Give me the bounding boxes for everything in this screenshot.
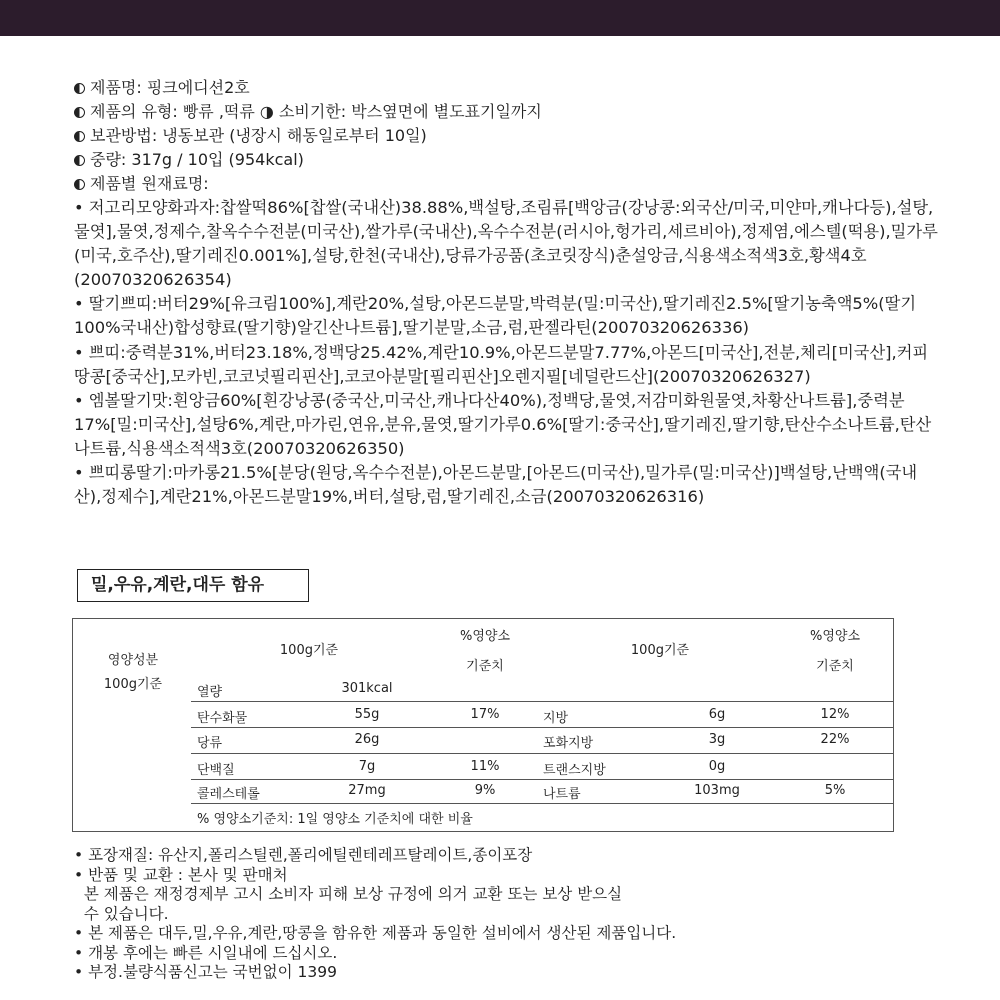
table-divider <box>191 701 893 702</box>
product-info <box>74 76 944 196</box>
nutrient-percent: 9% <box>474 783 496 798</box>
nutrient-name: 지방 <box>543 711 569 726</box>
nutrient-name: 나트륨 <box>543 787 581 802</box>
nutrient-value: 3g <box>708 732 726 747</box>
half-circle-icon <box>74 131 85 142</box>
nutrient-name: 포화지방 <box>543 736 594 751</box>
half-circle-icon <box>74 155 85 166</box>
notes-list <box>74 846 944 983</box>
col-header-pct-left-2: 기준치 <box>466 659 504 674</box>
ingredients-list <box>74 196 940 509</box>
nutrient-value: 6g <box>708 707 726 722</box>
note-line: 수 있습니다. <box>74 904 169 923</box>
nutrition-table <box>72 618 894 832</box>
ingredient-paragraph: • 엠볼딸기맛:흰앙금60%[흰강낭콩(중국산,미국산,캐나다산40%),정백당,물엿,저감미화원물엿,차황산나트륨],중력분17%[밀:미국산],설탕6%,계란,마가린,연유,분유,물엿,딸기가루0.6%[딸기:중국산],딸기레진,딸기향,탄산수소나트륨,탄산나트륨,식용색소적색3호(20070320626350) <box>74 390 932 458</box>
nutrient-name: 콜레스테롤 <box>197 787 260 802</box>
nutrient-value: 0g <box>708 759 726 774</box>
note-line: • 반품 및 교환 : 본사 및 판매처 <box>74 865 288 884</box>
nutrient-percent: 12% <box>820 707 850 722</box>
nutrient-percent: 11% <box>470 759 500 774</box>
nutrition-row-header: 영양성분 <box>107 653 159 668</box>
nutrition-row-header-basis: 100g기준 <box>103 677 163 692</box>
note-line: • 본 제품은 대두,밀,우유,계란,땅콩을 함유한 제품과 동일한 설비에서 생산된 제품입니다. <box>74 924 677 942</box>
nutrient-value: 27mg <box>348 783 386 798</box>
ingredient-paragraph: • 저고리모양화과자:찹쌀떡86%[찹쌀(국내산)38.88%,백설탕,조림류[백앙금(강낭콩:외국산/미국,미얀마,캐나다등),설탕,물엿],물엿,정제수,찰옥수수전분(미국산),쌀가루(국내산),옥수수전분(러시아,헝가리,세르비아),정제염,에스텔(떡용),밀가루(미국,호주산),딸기레진0.001%],설탕,한천(국내산),당류가공품(초코릿장식)춘설앙금,식용색소적색3호,황색4호(20070320626354) <box>74 198 938 290</box>
nutrient-name: 당류 <box>197 736 223 751</box>
col-header-pct-right: %영양소 <box>809 629 861 644</box>
info-line: 제품별 원재료명: <box>74 172 944 196</box>
nutrient-name: 단백질 <box>197 763 235 778</box>
nutrient-percent: 22% <box>820 732 850 747</box>
info-line: 보관방법: 냉동보관 (냉장시 해동일로부터 10일) <box>74 124 944 148</box>
nutrient-value: 7g <box>358 759 376 774</box>
nutrient-name: 트랜스지방 <box>543 763 606 778</box>
note-line: • 포장재질: 유산지,폴리스틸렌,폴리에틸렌테레프탈레이트,종이포장 <box>74 846 533 864</box>
nutrient-value: 26g <box>354 732 380 747</box>
half-circle-icon <box>74 83 85 94</box>
kcal-label: 열량 <box>197 685 223 700</box>
note-line: 본 제품은 재정경제부 고시 소비자 피해 보상 규정에 의거 교환 또는 보상 받으실 <box>74 885 623 903</box>
table-divider <box>191 803 893 804</box>
note-line: • 개봉 후에는 빠른 시일내에 드십시오. <box>74 943 338 962</box>
col-header-per100-right: 100g기준 <box>630 643 690 658</box>
half-circle-icon <box>74 179 85 190</box>
table-divider <box>191 727 893 728</box>
nutrient-value: 55g <box>354 707 380 722</box>
ingredient-paragraph: • 쁘띠롱딸기:마카롱21.5%[분당(원당,옥수수전분),아몬드분말,[아몬드(미국산),밀가루(밀:미국산)]백설탕,난백액(국내산),정제수],계란21%,아몬드분말19%,버터,설탕,럼,딸기레진,소금(20070320626316) <box>74 463 918 507</box>
nutrient-percent: 17% <box>470 707 500 722</box>
note-line: • 부정.불량식품신고는 국번없이 1399 <box>74 963 337 981</box>
ingredient-paragraph: • 쁘띠:중력분31%,버터23.18%,정백당25.42%,계란10.9%,아몬드분말7.77%,아몬드[미국산],전분,체리[미국산],커피땅콩[중국산],모카빈,코코넛필리핀산],코코아분말[필리핀산]오렌지필[네덜란드산](20070320626327) <box>74 342 929 386</box>
kcal-value: 301kcal <box>341 681 393 696</box>
top-banner-bar <box>0 0 1000 36</box>
nutrient-value: 103mg <box>694 783 740 798</box>
allergy-box: 밀,우유,계란,대두 함유 <box>77 569 309 602</box>
info-line: 제품의 유형: 빵류 ,떡류 ◑ 소비기한: 박스옆면에 별도표기일까지 <box>74 100 944 124</box>
col-header-per100-left: 100g기준 <box>279 643 339 658</box>
info-line: 제품명: 핑크에디션2호 <box>74 76 944 100</box>
ingredient-paragraph: • 딸기쁘띠:버터29%[유크림100%],계란20%,설탕,아몬드분말,박력분(밀:미국산),딸기레진2.5%[딸기농축액5%(딸기100%국내산)합성향료(딸기향)알긴산나트륨],딸기분말,소금,럼,판젤라틴(20070320626336) <box>74 294 917 338</box>
nutrition-footnote: % 영양소기준치: 1일 영양소 기준치에 대한 비율 <box>197 812 473 827</box>
table-divider <box>191 753 893 754</box>
col-header-pct-right-2: 기준치 <box>816 659 854 674</box>
half-circle-icon <box>74 107 85 118</box>
info-line: 중량: 317g / 10입 (954kcal) <box>74 148 944 172</box>
nutrient-name: 탄수화물 <box>197 711 248 726</box>
col-header-pct-left: %영양소 <box>459 629 511 644</box>
nutrient-percent: 5% <box>824 783 846 798</box>
table-divider <box>191 779 893 780</box>
